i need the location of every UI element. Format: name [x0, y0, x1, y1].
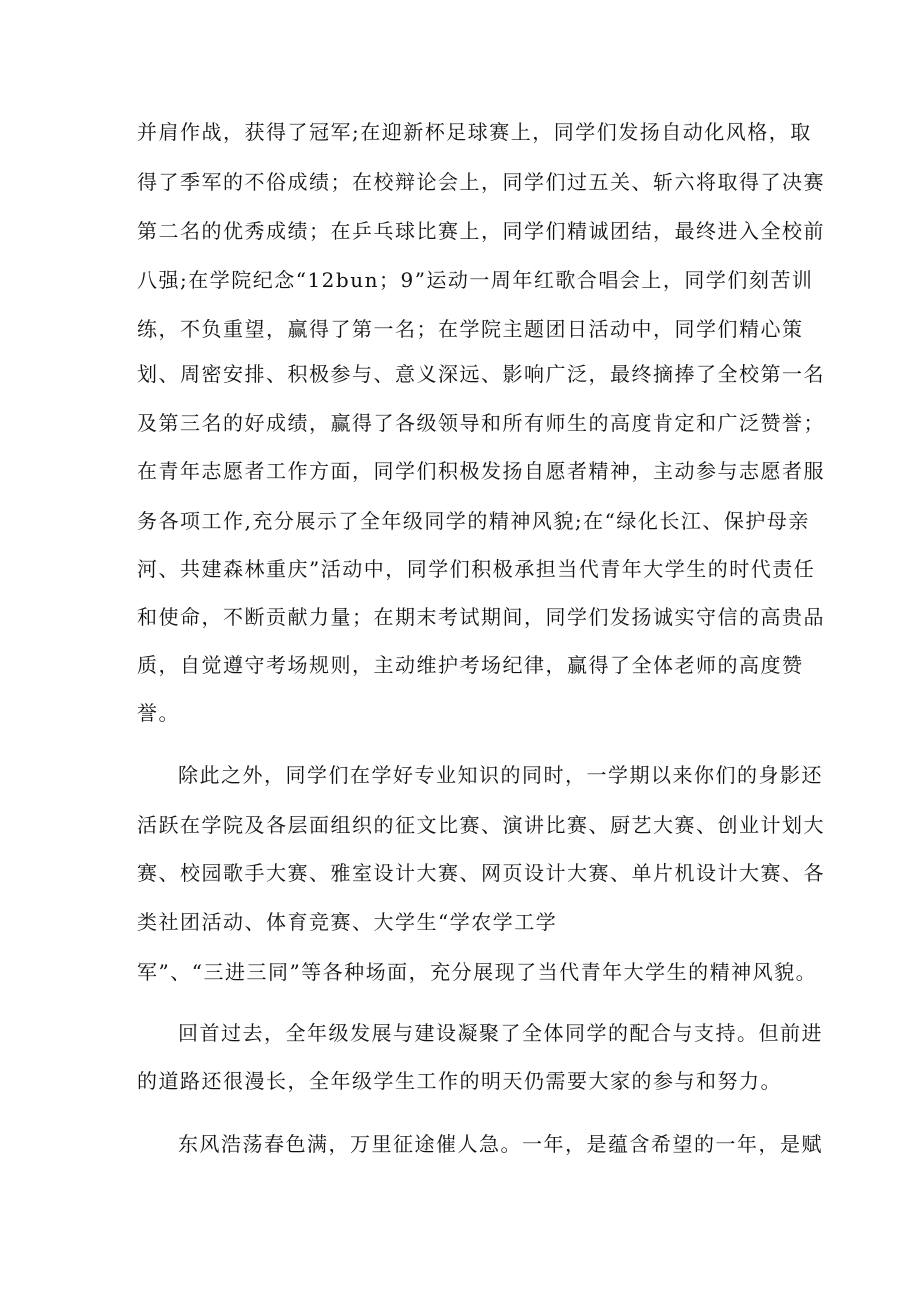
paragraph-3-line-1: 回首过去，全年级发展与建设凝聚了全体同学的配合与支持。但前进 [178, 1021, 823, 1045]
paragraph-2-line-1: 除此之外，同学们在学好专业知识的同时，一学期以来你们的身影还 [178, 763, 823, 787]
paragraph-1-line-7: 及第三名的好成绩，赢得了各级领导和所有师生的高度肯定和广泛赞誉； [137, 411, 825, 435]
paragraph-1-line-8: 在青年志愿者工作方面，同学们积极发扬自愿者精神，主动参与志愿者服 [137, 459, 825, 483]
paragraph-2-line-5: 军”、“三进三同”等各种场面，充分展现了当代青年大学生的精神风貌。 [137, 960, 818, 984]
paragraph-2-line-2: 活跃在学院及各层面组织的征文比赛、演讲比赛、厨艺大赛、创业计划大 [137, 813, 825, 837]
paragraph-1-line-10: 河、共建森林重庆”活动中，同学们积极承担当代青年大学生的时代责任 [137, 557, 816, 581]
paragraph-1-line-2: 得了季军的不俗成绩；在校辩论会上，同学们过五关、斩六将取得了决赛 [137, 170, 825, 194]
paragraph-3-line-2: 的道路还很漫长，全年级学生工作的明天仍需要大家的参与和努力。 [137, 1069, 782, 1093]
paragraph-2-line-3: 赛、校园歌手大赛、雅室设计大赛、网页设计大赛、单片机设计大赛、各 [137, 861, 825, 885]
paragraph-1-line-11: 和使命，不断贡献力量；在期末考试期间，同学们发扬诚实守信的高贵品 [137, 605, 825, 629]
paragraph-1-line-9: 务各项工作,充分展示了全年级同学的精神风貌;在“绿化长江、保护母亲 [137, 509, 810, 533]
paragraph-1-line-13: 誉。 [137, 701, 180, 725]
paragraph-2-line-4: 类社团活动、体育竞赛、大学生“学农学工学 [137, 910, 558, 934]
paragraph-1-line-6: 划、周密安排、积极参与、意义深远、影响广泛，最终摘捧了全校第一名 [137, 362, 825, 386]
paragraph-1-line-5: 练，不负重望，赢得了第一名；在学院主题团日活动中，同学们精心策 [137, 317, 804, 341]
paragraph-1-line-3: 第二名的优秀成绩；在乒乓球比赛上，同学们精诚团结，最终进入全校前 [137, 219, 825, 243]
paragraph-4-line-1: 东风浩荡春色满，万里征途催人急。一年，是蕴含希望的一年，是赋 [178, 1132, 823, 1156]
paragraph-1-line-12: 质，自觉遵守考场规则，主动维护考场纪律，赢得了全体老师的高度赞 [137, 653, 804, 677]
paragraph-1-line-1: 并肩作战，获得了冠军;在迎新杯足球赛上，同学们发扬自动化风格，取 [137, 120, 812, 144]
paragraph-1-line-4: 八强;在学院纪念“12bun；9”运动一周年红歌合唱会上，同学们刻苦训 [137, 268, 814, 292]
